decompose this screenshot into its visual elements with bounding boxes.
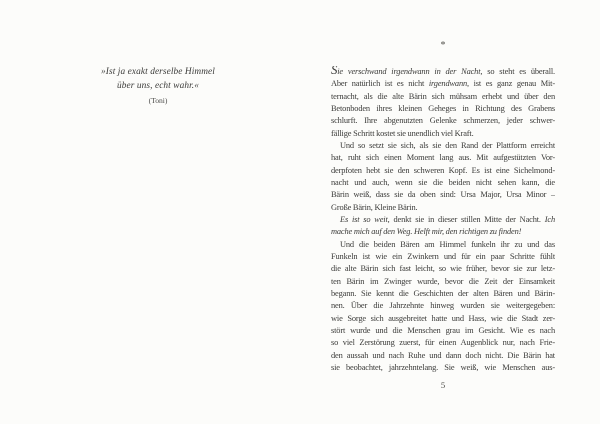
body-text-segment: sie beobachtet, jahrzehntelang. Sie weiß, wie Menschen aus- [331,362,555,372]
body-text-segment: so viel Zerstörung zuerst, für einen Augenblick nur, nach Frie- [331,338,555,348]
body-line [331,263,555,275]
body-text-segment: wie Sorge sich ausgebreitet hatte und Hass, wie die Stadt zer- [331,313,555,323]
body-text-segment: Ich [544,214,555,224]
body-line [331,337,555,349]
body-line [331,103,555,115]
body-text-segment: schlurft. Ihre abgenutzten Gelenke schmerzen, jeder schwer- [331,116,555,126]
body-text-segment: nen. Über die Jahrzehnte hinweg wurden sie weitergegeben: [331,301,555,311]
body-line [331,350,555,362]
body-line [331,202,555,214]
body-text-segment: Und so setzt sie sich, als sie den Rand der Plattform erreicht [340,140,555,150]
epigraph-attribution: (Toni) [148,96,168,105]
body-line [331,239,555,251]
body-line [331,128,555,140]
section-marker-asterisk: * [440,40,446,51]
body-line [331,189,555,201]
body-text-segment: , ist es ganz genau Mit- [467,79,555,89]
epigraph-line: »Ist ja exakt derselbe Himmel [101,67,215,77]
body-text-segment: derpfoten hebt sie den schweren Kopf. Es ist eine Sichelmond- [331,165,555,175]
body-text-segment: ten Bärin im Zwinger wurde, bevor die Zeit der Einsamkeit [331,276,555,286]
epigraph-line: über uns, echt wahr.« [117,80,199,91]
body-text-segment: Bärin weiß, dass sie da oben sind: Ursa Major, Ursa Minor – [331,190,555,200]
body-text-segment: den aussah und nach Ruhe und dann doch nicht. Die Bärin hat [331,350,555,360]
body-text-segment: ie verschwand irgendwann in der Nacht [337,67,481,76]
epigraph [58,66,258,93]
body-line [331,313,555,325]
body-line [331,78,555,90]
body-text-segment: Betonboden ihres kleinen Geheges in Richtung des Grabens [331,103,555,113]
body-line [331,165,555,177]
body-text-segment: ternacht, als die alte Bärin sich mühsam erhebt und über den [331,91,555,101]
body-text-segment: mache mich auf den Weg. Helft mir, den richtigen zu finden! [331,227,522,237]
body-text-segment: Funkeln ist wie ein Zwinkern und für ein paar Schritte fühlt [331,251,555,261]
body-line [331,325,555,337]
body-text-segment: begann. Sie kennt die Geschichten der alten Bären und Bärin- [331,288,555,298]
body-text-segment: hat, ruht sich einen Moment lang aus. Mit aufgestützten Vor- [331,153,555,163]
body-line [331,251,555,263]
body-line [331,115,555,127]
body-line [331,214,555,226]
body-text-segment: die alte Bärin sich fast leicht, so wie früher, bevor sie zur letz- [331,264,555,274]
body-text-segment: Es ist so weit [340,214,388,224]
body-line [331,177,555,189]
body-text-segment: Große Bärin, Kleine Bärin. [331,202,418,212]
page-number: 5 [440,380,446,390]
body-text-segment: , denkt sie in dieser stillen Mitte der Nacht. [387,214,545,224]
body-text-segment: irgendwann [428,79,468,89]
body-line [331,91,555,103]
body-text [331,66,555,374]
body-text-segment: stört wurde und die Menschen grau im Gesicht. Wie es nach [331,325,555,335]
body-text-segment: S [331,66,338,77]
body-line [331,140,555,152]
body-line [331,226,555,238]
body-line [331,300,555,312]
body-text-segment: Aber natürlich ist es nicht [331,79,429,89]
body-text-segment: fällige Schritt kostet sie unendlich viel Kraft. [331,128,474,138]
body-text-segment: nacht und auch, wenn sie die beiden nicht sehen kann, die [331,177,555,187]
body-line [331,362,555,374]
body-text-segment: , so steht es überall. [480,67,555,76]
body-line [331,288,555,300]
body-line [331,152,555,164]
body-line [331,276,555,288]
body-text-segment: Und die beiden Bären am Himmel funkeln ihr zu und das [340,239,555,249]
body-line [331,66,555,78]
